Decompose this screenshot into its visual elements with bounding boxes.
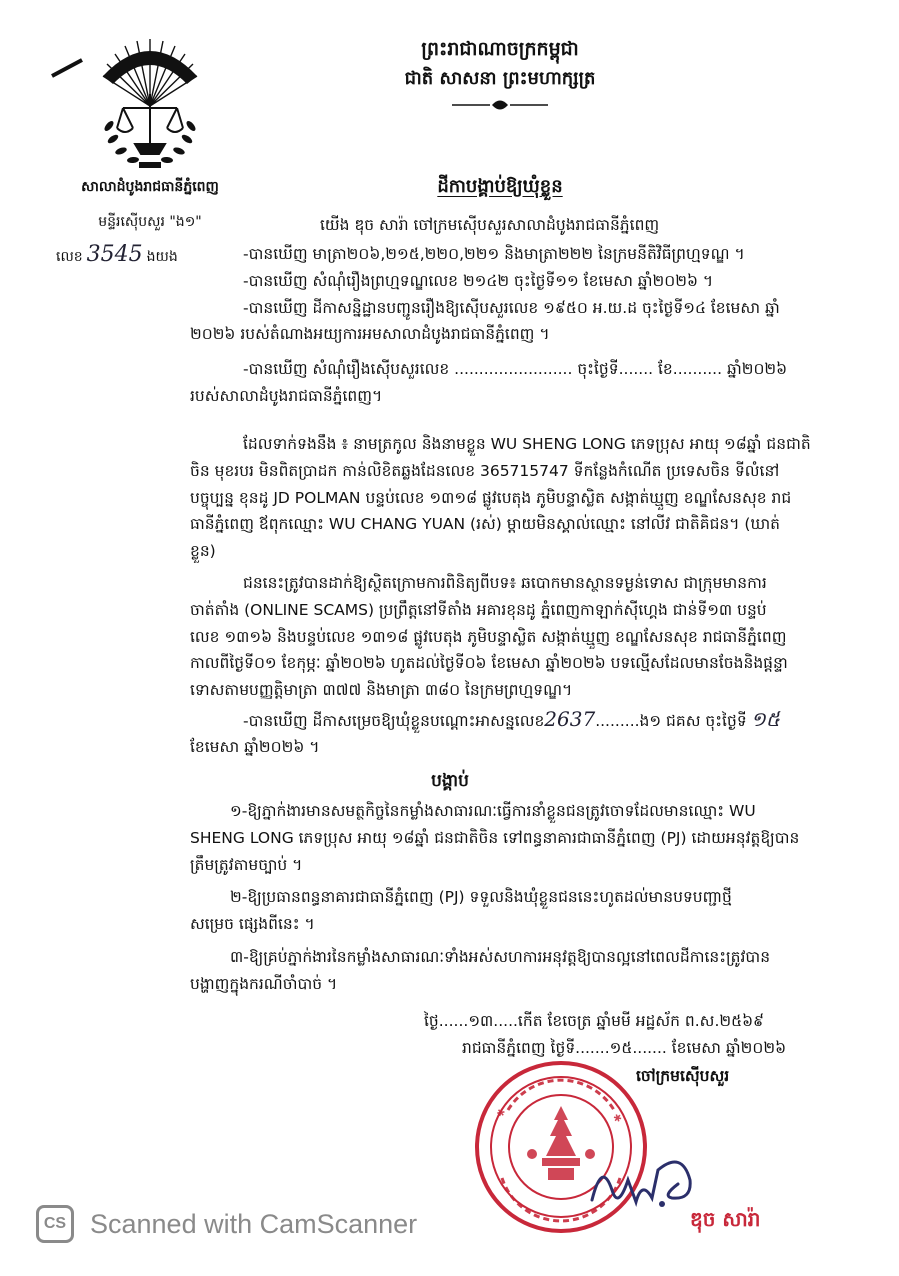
reference-handwritten: 3545 bbox=[86, 242, 143, 267]
reference-suffix: ងយង bbox=[146, 249, 178, 265]
camscanner-badge-text: CS bbox=[43, 1215, 67, 1232]
decision-line-end: ខែមេសា ឆ្នាំ២០២៦ ។ bbox=[190, 738, 320, 756]
court-emblem bbox=[95, 36, 205, 176]
order-line: សម្រេច ផ្សេងពីនេះ ។ bbox=[190, 915, 315, 934]
order-line: ត្រឹមត្រូវតាមច្បាប់ ។ bbox=[190, 855, 303, 874]
decision-number-handwritten: 2637 bbox=[544, 707, 596, 731]
decision-middle: .........ង១ ជគស ចុះថ្ងៃទី bbox=[595, 712, 747, 730]
person-line: ខ្លួន) bbox=[190, 542, 216, 561]
reference-prefix: លេខ bbox=[56, 249, 83, 265]
kingdom-heading: ព្រះរាជាណាចក្រកម្ពុជា bbox=[421, 38, 579, 60]
consideration-line: ២០២៦ របស់តំណាងអយ្យការអមសាលាដំបូងរាជធានីភ្នំពេញ ។ bbox=[190, 325, 550, 344]
signatory-name: ឌុច សារ៉ា bbox=[690, 1207, 761, 1231]
consideration-line: -បានឃើញ សំណុំរឿងព្រហ្មទណ្ឌលេខ ២១៤២ ចុះថ្ងៃទី១១ ខែមេសា ឆ្នាំ២០២៦ ។ bbox=[243, 271, 714, 290]
ornament-divider bbox=[452, 98, 548, 112]
intro-line: យើង ឌុច សារ៉ា ចៅក្រមស៊ើបសួរសាលាដំបូងរាជធានីភ្នំពេញ bbox=[320, 216, 660, 234]
charge-line: ទោសតាមបញ្ញត្តិមាត្រា ៣៧៧ និងមាត្រា ៣៨០ នៃក្រមព្រហ្មទណ្ឌ។ bbox=[190, 681, 573, 700]
consideration-line: របស់សាលាដំបូងរាជធានីភ្នំពេញ។ bbox=[190, 386, 383, 405]
person-paragraph bbox=[190, 431, 830, 565]
date-lunar: ថ្ងៃ......១៣.....កើត ខែចេត្រ ឆ្នាំមមី អដ្ឋស័ក ព.ស.២៥៦៩ bbox=[424, 1012, 765, 1030]
charge-line: ជននេះត្រូវបានដាក់ឱ្យស្ថិតក្រោមការពិនិត្យពីបទ៖ ឆបោកមានស្ថានទម្ងន់ទោស ជាក្រុមមានការ bbox=[243, 574, 767, 592]
svg-text:✱: ✱ bbox=[494, 1106, 509, 1121]
consideration-line: -បានឃើញ សំណុំរឿងស៊ើបសួរលេខ ........................ ចុះថ្ងៃទី....... ខែ.......... ឆ្នាំ២០២៦ bbox=[243, 360, 788, 379]
decision-line bbox=[243, 708, 843, 732]
svg-text:✱: ✱ bbox=[610, 1111, 624, 1126]
person-line: ដែលទាក់ទងនឹង ៖ នាមត្រកូល និងនាមខ្លួន WU SHENG LONG ភេទប្រុស អាយុ ១៨ឆ្នាំ ជនជាតិ bbox=[243, 435, 811, 453]
court-name: សាលាដំបូងរាជធានីភ្នំពេញ bbox=[81, 179, 219, 195]
order-heading: បង្គាប់ bbox=[431, 771, 469, 791]
charge-line: លេខ ១៣១៦ និងបន្ទប់លេខ ១៣១៨ ផ្លូវបេតុង ភូមិបន្ទាស្លិត សង្កាត់ឃ្មួញ ខណ្ឌសែនសុខ រាជធានីភ្នំពេញ bbox=[190, 627, 787, 646]
order-line: ២-ឱ្យប្រធានពន្ធនាគារជាធានីភ្នំពេញ (PJ) ទទួលនិងឃុំខ្លួនជននេះហូតដល់មានបទបញ្ជាថ្មី bbox=[230, 888, 732, 907]
consideration-line: -បានឃើញ ដីកាសន្និដ្ឋានបញ្ជូនរឿងឱ្យស៊ើបសួរលេខ ១៩៥០ អ.យ.ដ ចុះថ្ងៃទី១៤ ខែមេសា ឆ្នាំ bbox=[243, 298, 780, 317]
camscanner-text: Scanned with CamScanner bbox=[90, 1209, 418, 1239]
motto-heading: ជាតិ សាសនា ព្រះមហាក្សត្រ bbox=[404, 68, 596, 89]
charge-line: ចាត់តាំង (ONLINE SCAMS) ប្រព្រឹត្តនៅទីតាំង អគារខុនដូ ភ្នំពេញកាឡាក់ស៊ីហ្គេង ជាន់ទី១៣ បន្ទប់ bbox=[190, 600, 767, 619]
person-line: ចិន មុខរបរ មិនពិតប្រាដក កាន់លិខិតឆ្លងដែនលេខ 365715747 ទីកន្លែងកំណើត ប្រទេសចិន ទីលំនៅ bbox=[190, 461, 780, 480]
orders-block bbox=[190, 798, 830, 998]
signatory-role: ចៅក្រមស៊ើបសួរ bbox=[636, 1067, 730, 1085]
order-line: ៣-ឱ្យគ្រប់ភ្នាក់ងារនៃកម្លាំងសាធារណៈទាំងអស់សហការអនុវត្តឱ្យបានល្អនៅពេលដីកានេះត្រូវបាន bbox=[230, 947, 771, 966]
office-name: មន្ទីរស៊ើបសួរ "ង១" bbox=[98, 214, 202, 230]
camscanner-badge bbox=[36, 1205, 74, 1243]
order-line: បង្ហាញក្នុងករណីចាំបាច់ ។ bbox=[190, 974, 338, 993]
document-title: ដីកាបង្គាប់ឱ្យឃុំខ្លួន bbox=[437, 176, 563, 197]
date-gregorian: រាជធានីភ្នំពេញ ថ្ងៃទី.......១៥....... ខែមេសា ឆ្នាំ២០២៦ bbox=[462, 1039, 787, 1057]
charge-line: កាលពីថ្ងៃទី០១ ខែកុម្ភៈ ឆ្នាំ២០២៦ ហូតដល់ថ្ងៃទី០៦ ខែមេសា ឆ្នាំ២០២៦ បទល្មើសដែលមានចែងនិងផ្តន្ទា bbox=[190, 654, 788, 673]
corner-mark bbox=[51, 58, 83, 77]
order-line: SHENG LONG ភេទប្រុស អាយុ ១៨ឆ្នាំ ជនជាតិចិន ទៅពន្ធនាគារជាធានីភ្នំពេញ (PJ) ដោយអនុវត្តឱ្យបាន bbox=[190, 828, 800, 847]
decision-day-handwritten: ១៥ bbox=[750, 707, 780, 731]
consideration-line: -បានឃើញ មាត្រា២០៦,២១៥,២២០,២២១ និងមាត្រា២២២ នៃក្រមនីតិវិធីព្រហ្មទណ្ឌ ។ bbox=[243, 245, 745, 263]
person-line: ធានីភ្នំពេញ ឪពុកឈ្មោះ WU CHANG YUAN (រស់) ម្តាយមិនស្គាល់ឈ្មោះ នៅលីវ ជាតិគិជន។ (ឃាត់ bbox=[190, 515, 780, 534]
charge-paragraph bbox=[190, 570, 830, 704]
person-line: បច្ចុប្បន្ន ខុនដូ JD POLMAN បន្ទប់លេខ ១៣១៨ ផ្លូវបេតុង ភូមិបន្ទាស្លិត សង្កាត់ឃ្មួញ ខណ្ឌសែនសុខ រាជ bbox=[190, 488, 792, 507]
order-line: ១-ឱ្យភ្នាក់ងារមានសមត្ថកិច្ចនៃកម្លាំងសាធារណៈធ្វើការនាំខ្លួនជនត្រូវចោទដែលមានឈ្មោះ WU bbox=[230, 802, 756, 820]
considerations-block bbox=[190, 241, 830, 410]
decision-prefix: -បានឃើញ ដីកាសម្រេចឱ្យឃុំខ្លួនបណ្តោះអាសន្នលេខ bbox=[243, 712, 545, 730]
